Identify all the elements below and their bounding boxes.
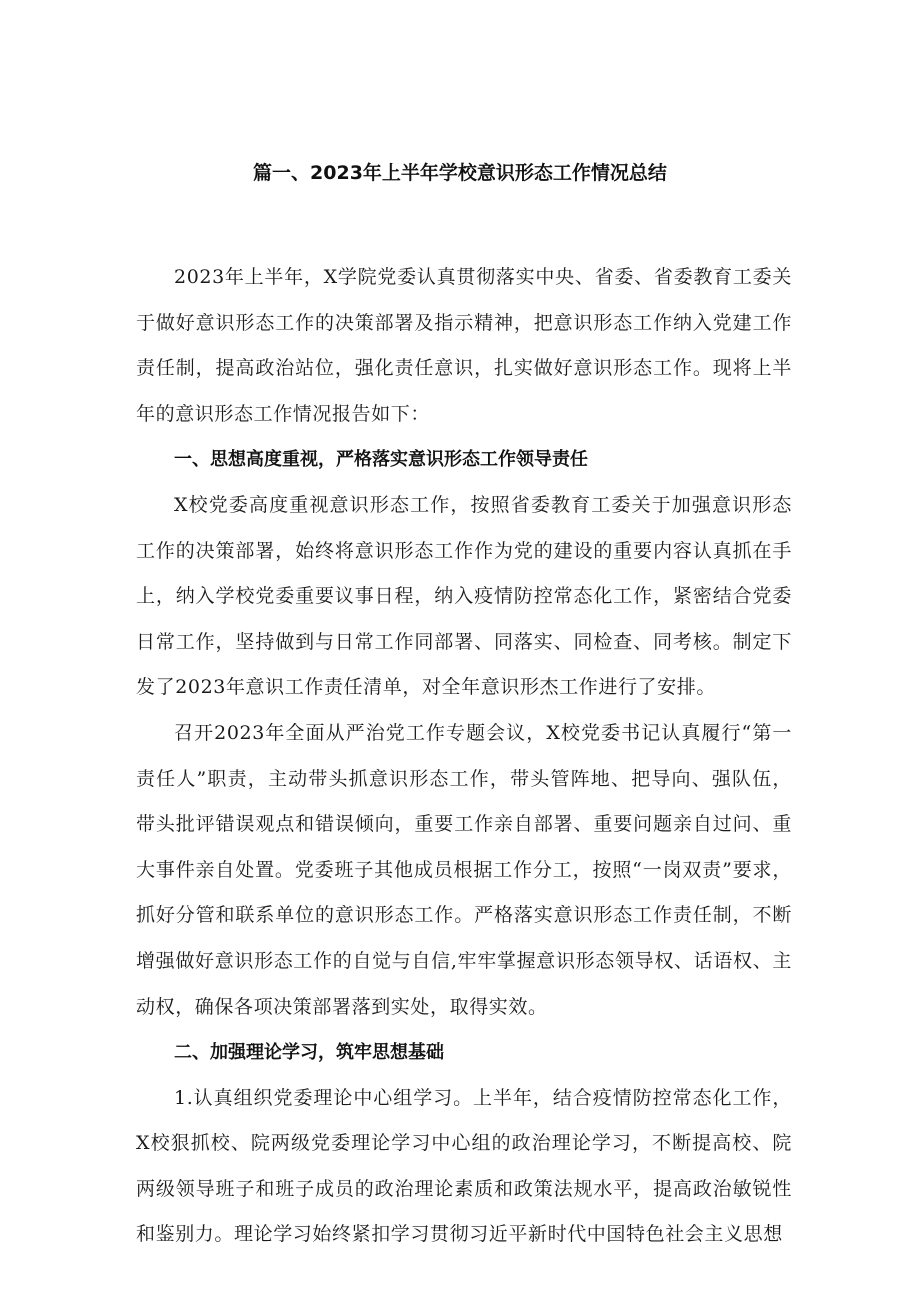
paragraph-intro: 2023年上半年，X学院党委认真贯彻落实中央、省委、省委教育工委关于做好意识形态工作的决策部署及指示精神，把意识形态工作纳入党建工作责任制，提高政治站位，强化责任意识，扎实做好意识形态工作。现将上半年的意识形态工作情况报告如下： [136, 266, 792, 425]
paragraph-section1-b: 召开2023年全面从严治党工作专题会议，X校党委书记认真履行“第一责任人”职责，主动带头抓意识形态工作，带头管阵地、把导向、强队伍，带头批评错误观点和错误倾向，重要工作亲自部署、重要问题亲自过问、重大事件亲自处置。党委班子其他成员根据工作分工，按照“一岗双责”要求，抓好分管和联系单位的意识形态工作。严格落实意识形态工作责任制，不断增强做好意识形态工作的自觉与自信,牢牢掌握意识形态领导权、话语权、主动权，确保各项决策部署落到实处，取得实效。 [136, 721, 792, 1018]
paragraph-section1-a: X校党委高度重视意识形态工作，按照省委教育工委关于加强意识形态工作的决策部署，始终将意识形态工作作为党的建设的重要内容认真抓在手上，纳入学校党委重要议事日程，纳入疫情防控常态化工作，紧密结合党委日常工作，坚持做到与日常工作同部署、同落实、同检查、同考核。制定下发了2023年意识工作责任清单，对全年意识形杰工作进行了安排。 [136, 493, 792, 699]
paragraph-section2-a: 1.认真组织党委理论中心组学习。上半年，结合疫情防控常态化工作，X校狠抓校、院两级党委理论学习中心组的政治理论学习，不断提高校、院两级领导班子和班子成员的政治理论素质和政策法规水平，提高政治敏锐性和鉴别力。理论学习始终紧扣学习贯彻习近平新时代中国特色社会主义思想 [136, 1086, 792, 1246]
document-body [136, 255, 792, 1258]
section-heading-1: 一、思想高度重视，严格落实意识形态工作领导责任 [174, 449, 588, 471]
section-heading-2: 二、加强理论学习，筑牢思想基础 [174, 1042, 444, 1064]
document-title: 篇一、2023年上半年学校意识形态工作情况总结 [253, 162, 667, 184]
